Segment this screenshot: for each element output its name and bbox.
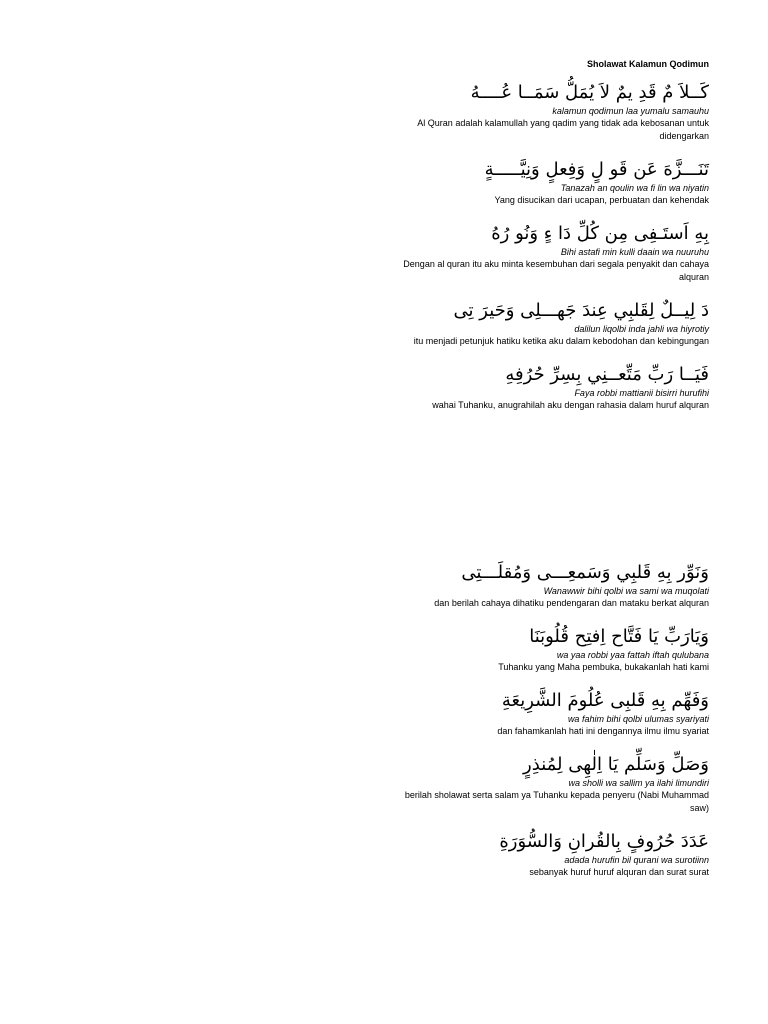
transliteration: dalilun liqolbi inda jahli wa hiyrotiy — [574, 324, 709, 334]
arabic-verse: فَيَــا رَبِّ مَتِّعــنِي بِسِرِّ حُرُفِهِ — [505, 364, 709, 385]
page-title: Sholawat Kalamun Qodimun — [586, 59, 709, 69]
stanza — [389, 221, 709, 284]
transliteration: wa fahim bihi qolbi ulumas syariyati — [567, 714, 709, 724]
translation: dan fahamkanlah hati ini dengannya ilmu ilmu syariat — [497, 726, 709, 736]
stanza — [389, 688, 709, 738]
transliteration: wa sholli wa sallim ya ilahi limundiri — [568, 778, 709, 788]
stanza-group-second — [389, 560, 709, 893]
arabic-verse: بِهِ اَستَـفِى مِن كُلِّ دَا ءٍ وَنُو رُهُ — [491, 223, 709, 244]
stanza — [389, 560, 709, 610]
arabic-verse: عَدَدَ حُرُوفٍ بِالقُرانِ وَالسُّوَرَةِ — [499, 831, 709, 852]
stanza — [389, 80, 709, 143]
translation: itu menjadi petunjuk hatiku ketika aku dalam kebodohan dan kebingungan — [413, 336, 709, 346]
transliteration: Faya robbi mattianii bisirri hurufihi — [574, 388, 709, 398]
stanza — [389, 829, 709, 879]
transliteration: Tanazah an qoulin wa fi lin wa niyatin — [560, 183, 709, 193]
transliteration: wa yaa robbi yaa fattah iftah qulubana — [556, 650, 709, 660]
stanza-group-first — [389, 80, 709, 426]
translation: Yang disucikan dari ucapan, perbuatan dan kehendak — [494, 195, 709, 205]
translation: wahai Tuhanku, anugrahilah aku dengan rahasia dalam huruf alquran — [432, 400, 709, 410]
arabic-verse: كَــلاَ مٌ قَدِ يمٌ لاَ يُمَلُّ سَمَــا عُــــهُ — [470, 82, 709, 103]
translation: Tuhanku yang Maha pembuka, bukakanlah hati kami — [498, 662, 709, 672]
translation: sebanyak huruf huruf alquran dan surat surat — [529, 867, 709, 877]
transliteration: Bihi astafi min kulli daain wa nuuruhu — [560, 247, 709, 257]
stanza — [389, 298, 709, 348]
translation: dan berilah cahaya dihatiku pendengaran dan mataku berkat alquran — [434, 598, 709, 608]
transliteration: adada hurufin bil qurani wa surotiinn — [564, 855, 709, 865]
stanza — [389, 752, 709, 815]
arabic-verse: تَنَـــزَّهَ عَن قَو لٍ وَفِعلٍ وَنِيَّـــــةٍ — [484, 159, 709, 180]
stanza — [389, 624, 709, 674]
translation: berilah sholawat serta salam ya Tuhanku kepada penyeru (Nabi Muhammad saw) — [404, 790, 709, 813]
arabic-verse: وَفَهِّم بِهِ قَلبِى عُلُومَ الشَّرِيعَةِ — [501, 690, 709, 711]
transliteration: Wanawwir bihi qolbi wa sami wa muqolati — [543, 586, 709, 596]
stanza — [389, 362, 709, 412]
arabic-verse: وَيَارَبِّ يَا فَتَّاح اِفتِح قُلُوبَنَا — [529, 626, 709, 647]
translation: Dengan al quran itu aku minta kesembuhan dari segala penyakit dan cahaya alquran — [403, 259, 709, 282]
translation: Al Quran adalah kalamullah yang qadim yang tidak ada kebosanan untuk didengarkan — [417, 118, 709, 141]
arabic-verse: وَنَوِّر بِهِ قَلبِي وَسَمعِـــى وَمُقلَـــتِى — [461, 562, 709, 583]
stanza — [389, 157, 709, 207]
arabic-verse: وَصَلِّ وَسَلِّم يَا اِلٰهِى لِمُنذِرٍ — [523, 754, 709, 775]
transliteration: kalamun qodimun laa yumalu samauhu — [552, 106, 709, 116]
arabic-verse: دَ لِيــلٌ لِقَلبِي عِندَ جَهـــلِى وَحَيرَ تِى — [453, 300, 709, 321]
